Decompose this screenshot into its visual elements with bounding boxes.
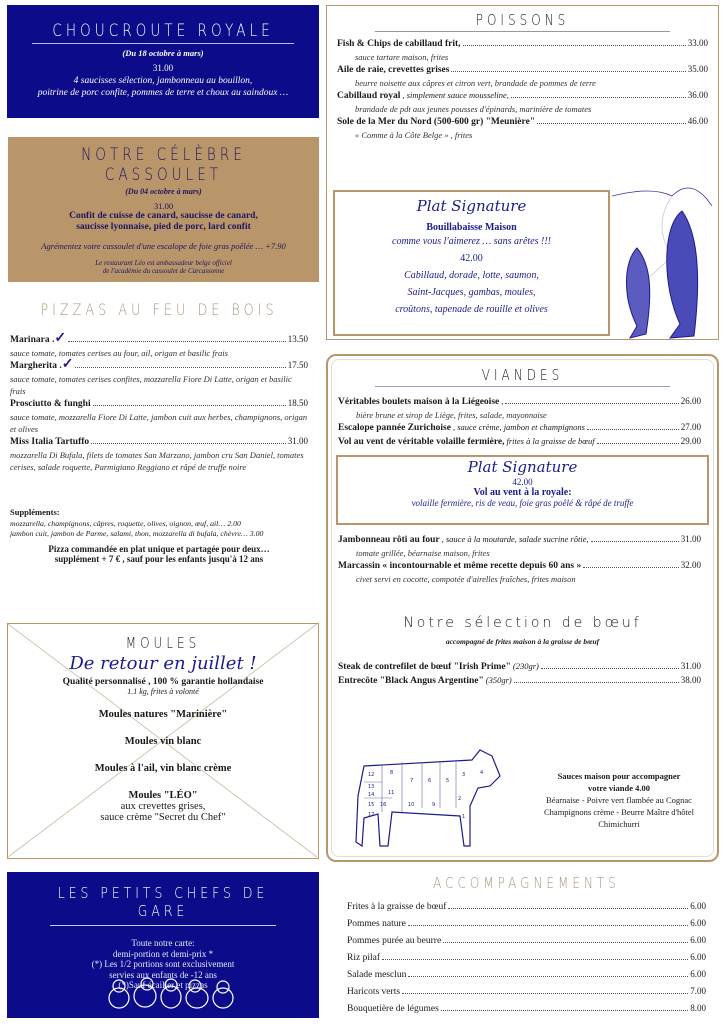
dot-leader [597, 443, 679, 444]
quality-note: Qualité personnalisé , 100 % garantie hollandaise [62, 677, 264, 687]
menu-item-row [338, 660, 701, 674]
item-price: 33.00 [687, 38, 708, 48]
cut-label: 16 [380, 802, 387, 808]
menu-item-row [338, 421, 701, 435]
menu-item-row [347, 1000, 706, 1017]
menu-item-row [347, 983, 706, 1000]
menu-item [10, 333, 308, 359]
vegetarian-icon: ✓ [61, 357, 74, 372]
section-title: VIANDES [481, 366, 564, 384]
menu-item [337, 63, 708, 89]
dot-leader [505, 403, 678, 404]
dot-leader [511, 97, 686, 98]
item-description: sauce tartare maison, frites [355, 52, 449, 62]
item-name: Salade mesclun [347, 970, 407, 980]
fish-illustration [612, 166, 717, 341]
menu-item [347, 915, 706, 932]
section-title: MOULES [125, 634, 201, 652]
menu-item [347, 1000, 706, 1017]
price: 31.00 [153, 201, 174, 211]
supplements-line: mozzarella, champignons, câpres, roquette, olives, oignon, œuf, ail… 2.00 [10, 519, 241, 528]
cut-label: 4 [480, 770, 484, 776]
menu-item-row [338, 435, 701, 449]
item-name: Prosciutto & funghi [10, 399, 91, 409]
signature-box [336, 455, 709, 525]
signature-desc: volaille fermière, ris de veau, foie gras poêlé & râpé de truffe [411, 498, 634, 508]
item-name: Bouquetière de légumes [347, 1004, 439, 1014]
menu-item [10, 359, 308, 397]
menu-item [347, 983, 706, 1000]
moules-leo-desc: sauce crème "Secret du Chef" [100, 812, 226, 823]
item-price: 31.00 [680, 534, 701, 544]
moules-leo-desc: aux crevettes grises, [120, 801, 206, 812]
section-title: CHOUCROUTE ROYALE [52, 21, 274, 41]
quantity-note: 1.1 kg, frites à volonté [127, 687, 199, 696]
sauce-option: Champignons crème - Beurre Maître d'hôtel [544, 807, 694, 817]
menu-item [10, 435, 308, 473]
menu-item-row [10, 359, 308, 373]
item-price: 46.00 [687, 116, 708, 126]
chicks-illustration [107, 976, 237, 1012]
item-description: sauce tomate, tomates cerises confites, mozzarella Fiore Di Latte, origan et basilic frais [10, 374, 292, 396]
signature-tagline: comme vous l'aimerez … sans arêtes !!! [392, 236, 551, 247]
moules-section [7, 623, 319, 859]
signature-title: Plat Signature [416, 197, 527, 215]
menu-item [347, 932, 706, 949]
moules-item: Moules vin blanc [124, 736, 202, 747]
menu-item-row [10, 435, 308, 449]
item-note: , [501, 396, 504, 406]
signature-desc: croûtons, tapenade de rouille et olives [395, 304, 548, 315]
item-description: beurre noisette aux câpres et citron vert, brandade de pommes de terre [355, 78, 596, 88]
item-description: sauce tomate, tomates cerises au four, ail, origan et basilic frais [10, 348, 228, 358]
dot-leader [541, 668, 679, 669]
signature-price: 42.00 [512, 477, 533, 487]
dot-leader [591, 541, 679, 542]
item-name: Steak de contrefilet de bœuf "Irish Prime" [338, 662, 511, 672]
price: 31.00 [152, 63, 174, 73]
kids-line: Toute notre carte: [131, 938, 195, 948]
menu-item [338, 533, 701, 559]
pizzas-section [10, 300, 308, 564]
signature-price: 42.00 [460, 253, 483, 264]
item-price: 6.00 [690, 935, 706, 945]
item-name: Marinara . [10, 335, 55, 345]
cut-label: 17 [368, 812, 375, 818]
cut-label: 1 [462, 814, 466, 820]
menu-item [338, 421, 701, 435]
cut-label: 10 [408, 802, 415, 808]
dot-leader [583, 567, 679, 568]
period: (Du 04 octobre à mars) [125, 187, 202, 196]
menu-item [337, 89, 708, 115]
cut-label: 7 [410, 778, 414, 784]
signature-dish-name: Bouillabaisse Maison [426, 222, 517, 233]
item-name: Frites à la graisse de bœuf [347, 902, 447, 912]
item-name: Escalope pannée Zurichoise [338, 423, 451, 433]
menu-item-row [347, 966, 706, 983]
dot-leader [75, 367, 285, 368]
section-title: ACCOMPAGNEMENTS [433, 874, 620, 892]
dot-leader [91, 443, 286, 444]
kids-line: servies aux enfants de -12 ans [109, 969, 217, 980]
dot-leader [402, 993, 688, 994]
beef-section-title: Notre sélection de bœuf [403, 615, 642, 631]
item-description: « Comme à la Côte Belge » , frites [355, 130, 473, 140]
menu-item [338, 395, 701, 421]
cut-label: 11 [388, 790, 395, 796]
dot-leader [408, 976, 688, 977]
dot-leader [68, 341, 286, 342]
cut-label: 5 [446, 778, 450, 784]
pizza-list [10, 333, 308, 473]
item-price: 26.00 [680, 396, 701, 406]
item-name: Véritables boulets maison à la Liégeoise [338, 397, 500, 407]
item-price: 17.50 [287, 360, 308, 370]
menu-item-row [338, 559, 701, 573]
item-name: Entrecôte "Black Angus Argentine" [338, 676, 484, 686]
item-note: , sauce crème, jambon et champignons [452, 422, 585, 432]
menu-item [10, 397, 308, 435]
item-price: 29.00 [680, 436, 701, 446]
signature-desc: Cabillaud, dorade, lotte, saumon, [404, 270, 539, 281]
ambassador-note: de l'académie du cassoulet de Carcassonne [102, 267, 225, 275]
dot-leader [451, 71, 685, 72]
menu-item-row [337, 37, 708, 51]
vegetarian-icon: ✓ [54, 331, 67, 346]
item-price: 31.00 [680, 661, 701, 671]
item-name: Riz pilaf [347, 953, 380, 963]
item-price: 32.00 [680, 560, 701, 570]
menu-item-row [337, 89, 708, 103]
dot-leader [382, 959, 688, 960]
menu-item [338, 674, 701, 688]
description: 4 saucisses sélection, jambonneau au bouillon, [73, 76, 253, 86]
section-title: LES PETITS CHEFS DE GARE [57, 884, 269, 920]
cut-label: 12 [368, 772, 375, 778]
item-price: 27.00 [680, 422, 701, 432]
kids-section [7, 872, 319, 1018]
poissons-list [337, 37, 708, 141]
dot-leader [463, 45, 686, 46]
description: poitrine de porc confite, pommes de terre et choux au saindoux … [37, 88, 289, 98]
menu-item [347, 949, 706, 966]
item-name: Pommes nature [347, 919, 406, 929]
cut-label: 13 [368, 784, 375, 790]
supplements-line: jambon cuit, jambon de Parme, salami, thon, mozzarella di bufala, chèvre… 3.00 [10, 529, 264, 538]
accompagnements-section [347, 874, 706, 1017]
menu-item-row [347, 898, 706, 915]
moules-item: Moules à l'ail, vin blanc crème [94, 763, 232, 774]
item-description: bière brune et sirop de Liège, frites, salade, mayonnaise [356, 410, 547, 420]
choucroute-section [7, 5, 319, 118]
accompagnements-list [347, 898, 706, 1017]
viandes-list-2 [338, 533, 701, 585]
menu-item-row [338, 533, 701, 547]
cut-label: 8 [390, 770, 394, 776]
menu-item [338, 660, 701, 674]
item-price: 38.00 [680, 675, 701, 685]
item-price: 7.00 [690, 986, 706, 996]
menu-item [338, 559, 701, 585]
cut-label: 9 [432, 802, 436, 808]
description: Confit de cuisse de canard, saucisse de canard, [69, 211, 258, 221]
kids-line: demi-portion et demi-prix * [112, 948, 214, 959]
ambassador-note: Le restaurant Léo est ambassadeur belge officiel [95, 259, 232, 267]
dot-leader [93, 405, 286, 406]
menu-item-row [337, 115, 708, 129]
poissons-section [326, 5, 719, 340]
back-in-july-banner: De retour en juillet ! [69, 653, 257, 674]
item-name: Aile de raie, crevettes grises [337, 65, 450, 75]
item-note: (350gr) [485, 675, 512, 685]
item-price: 6.00 [690, 901, 706, 911]
item-name: Haricots verts [347, 987, 401, 997]
sauce-option: Chimichurri [598, 819, 640, 829]
kids-line: (*)Sauf écailler et pizzas [118, 980, 208, 990]
sharing-note: Pizza commandée en plat unique et partagée pour deux… [48, 544, 270, 554]
viandes-section [326, 354, 719, 862]
item-price: 6.00 [690, 969, 706, 979]
menu-item [338, 435, 701, 449]
item-name: Cabillaud royal [337, 91, 401, 101]
menu-item [347, 966, 706, 983]
item-description: tomate grillée, béarnaise maison, frites [356, 548, 490, 558]
section-title: NOTRE CÉLÈBRE CASSOULET [81, 145, 246, 185]
item-price: 31.00 [287, 436, 308, 446]
dot-leader [443, 942, 688, 943]
item-name: Miss Italia Tartuffo [10, 437, 90, 447]
dot-leader [514, 682, 679, 683]
menu-item [337, 115, 708, 141]
item-description: sauce tomate, mozzarella Fiore Di Latte, jambon cuit aux herbes, champignons, origan et olives [10, 412, 308, 434]
menu-item-row [347, 949, 706, 966]
item-name: Pommes purée au beurre [347, 936, 442, 946]
dot-leader [408, 925, 688, 926]
cut-label: 2 [458, 796, 462, 802]
cow-cuts-illustration [352, 746, 502, 854]
item-price: 36.00 [687, 90, 708, 100]
menu-item-row [338, 674, 701, 688]
signature-box [333, 190, 610, 336]
signature-desc: Saint-Jacques, gambas, moules, [407, 287, 536, 298]
menu-item-row [347, 932, 706, 949]
item-note: (230gr) [512, 661, 539, 671]
menu-item-row [10, 333, 308, 347]
kids-line: (*) Les 1/2 portions sont exclusivement [91, 959, 235, 969]
item-price: 8.00 [690, 1003, 706, 1013]
item-description: brandade de pdt aux jeunes pousses d'épinards, marinière de tomates [355, 104, 592, 114]
sauces-title: Sauces maison pour accompagner [557, 771, 681, 781]
cut-label: 15 [368, 802, 375, 808]
description: saucisse lyonnaise, pied de porc, lard confit [76, 222, 251, 232]
item-price: 13.50 [287, 334, 308, 344]
item-name: Fish & Chips de cabillaud frit, [337, 39, 461, 49]
dot-leader [537, 123, 686, 124]
period: (Du 18 octobre à mars) [122, 48, 204, 58]
signature-title: Plat Signature [467, 458, 578, 476]
beef-subtitle: accompagné de frites maison à la graisse de bœuf [445, 637, 600, 646]
supplements-title: Suppléments: [10, 507, 60, 517]
item-price: 6.00 [690, 952, 706, 962]
menu-item-row [337, 63, 708, 77]
cut-label: 3 [462, 772, 466, 778]
moules-item: Moules natures "Marinière" [98, 709, 228, 720]
item-name: Marcassin « incontournable et même recette depuis 60 ans » [338, 561, 582, 571]
sharing-note: supplément + 7 € , sauf pour les enfants jusqu'à 12 ans [54, 554, 264, 564]
item-name: Jambonneau rôti au four [338, 535, 440, 545]
item-price: 18.50 [287, 398, 308, 408]
beef-list [338, 660, 701, 688]
item-name: Sole de la Mer du Nord (500-600 gr) "Meunière" [337, 117, 536, 127]
sauce-option: Béarnaise - Poivre vert flambée au Cognac [546, 795, 692, 805]
viandes-list [338, 395, 701, 449]
item-note: , simplement sauce mousseline, [402, 90, 509, 100]
item-description: civet servi en cocotte, compotée d'airelles fraîches, frites maison [356, 574, 576, 584]
section-title: PIZZAS AU FEU DE BOIS [40, 300, 278, 319]
menu-item-row [347, 915, 706, 932]
cassoulet-section [8, 137, 319, 282]
sauces-box [524, 770, 714, 830]
menu-item-row [338, 395, 701, 409]
cut-label: 14 [368, 792, 375, 798]
menu-item [337, 37, 708, 63]
item-name: Vol au vent de véritable volaille fermière, [338, 437, 505, 447]
item-note: , sauce à la moutarde, salade sucrine rôtie, [441, 534, 589, 544]
section-title: POISSONS [475, 11, 570, 29]
item-price: 35.00 [687, 64, 708, 74]
foie-gras-extra: Agrémentez votre cassoulet d'une escalope de foie gras poêlée … +7.90 [41, 241, 286, 251]
item-note: frites à la graisse de bœuf [506, 436, 595, 446]
sauces-price: votre viande 4.00 [588, 783, 650, 793]
dot-leader [448, 908, 688, 909]
dot-leader [441, 1010, 688, 1011]
menu-item [347, 898, 706, 915]
signature-dish-name: Vol au vent à la royale: [473, 487, 572, 498]
item-price: 6.00 [690, 918, 706, 928]
dot-leader [587, 429, 679, 430]
item-description: mozzarella Di Bufala, filets de tomates San Marzano, jambon cru San Daniel, tomates cerises, salade roquette, Parmigiano Reggiano et râpé de truffe noire [10, 450, 304, 472]
moules-item: Moules "LÉO" [128, 790, 198, 801]
item-name: Margherita . [10, 361, 62, 371]
cut-label: 6 [428, 778, 432, 784]
menu-item-row [10, 397, 308, 411]
